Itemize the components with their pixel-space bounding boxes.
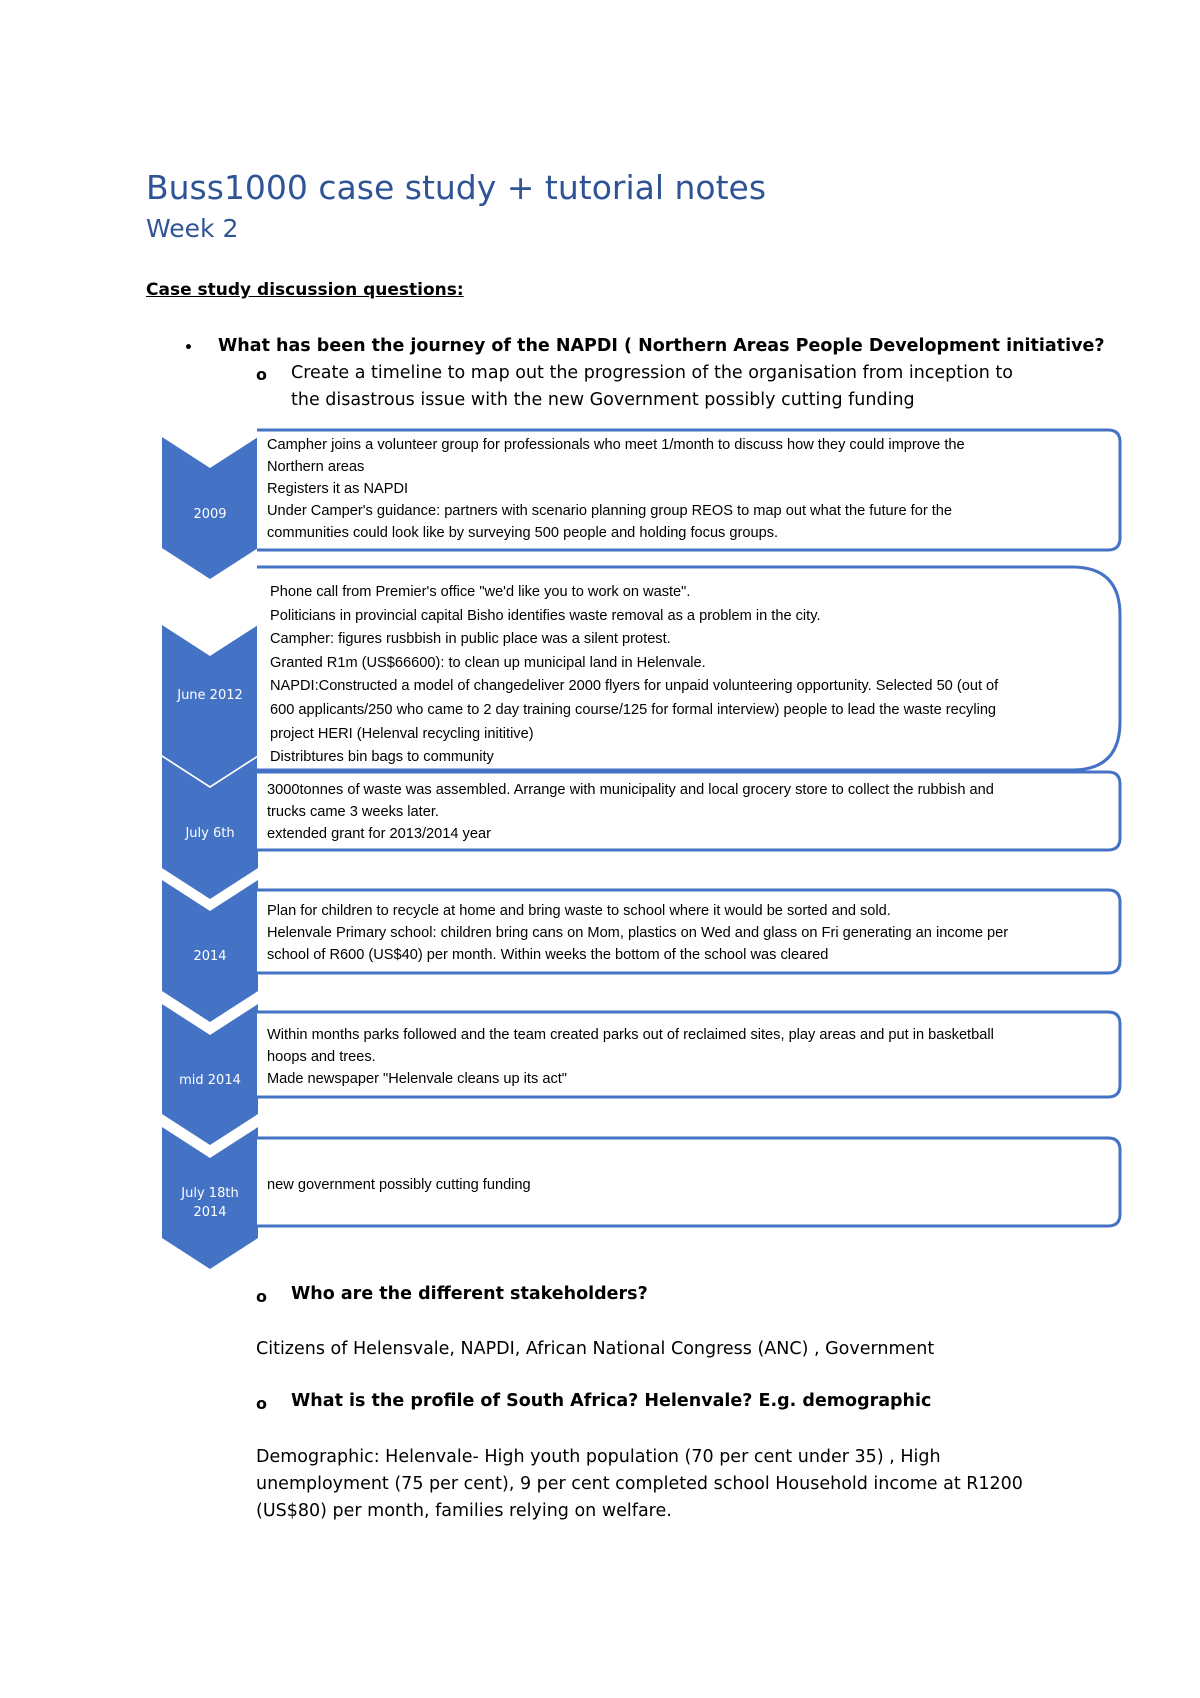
timeline-label-mid-2014: mid 2014 <box>179 1073 241 1088</box>
timeline-text-mid-2014 <box>267 1024 994 1090</box>
timeline-text-july-18th-2014 <box>267 1174 531 1196</box>
timeline-text-line: Helenvale Primary school: children bring cans on Mom, plastics on Wed and glass on Fri generating an income per <box>267 925 1009 941</box>
sub-bullet-marker: o <box>256 1394 267 1413</box>
timeline-text-line: Within months parks followed and the team created parks out of reclaimed sites, play areas and put in basketball <box>267 1027 994 1043</box>
timeline-text-2009 <box>267 434 965 544</box>
timeline-text-line: Northern areas <box>267 459 365 475</box>
question-3-answer-line-1: Demographic: Helenvale- High youth population (70 per cent under 35) , High <box>256 1447 941 1467</box>
timeline-text-line: Granted R1m (US$66600): to clean up municipal land in Helenvale. <box>270 654 706 671</box>
timeline-text-line: Registers it as NAPDI <box>267 481 409 497</box>
timeline-label-2009: 2009 <box>193 507 227 522</box>
bullet-icon: • <box>184 340 193 356</box>
timeline-label-2014: 2014 <box>193 949 227 964</box>
timeline-text-line: communities could look like by surveying 500 people and holding focus groups. <box>267 525 779 541</box>
timeline-text-line: trucks came 3 weeks later. <box>267 804 439 820</box>
question-3-answer-line-3: (US$80) per month, families relying on welfare. <box>256 1501 672 1521</box>
timeline-text-line: 3000tonnes of waste was assembled. Arrange with municipality and local grocery store to collect the rubbish and <box>267 782 994 798</box>
timeline-label-line: July 18th <box>181 1186 239 1201</box>
timeline-text-line: Politicians in provincial capital Bisho identifies waste removal as a problem in the city. <box>270 607 821 624</box>
timeline-text-line: Campher: figures rusbbish in public place was a silent protest. <box>270 631 671 648</box>
question-3-answer-line-2: unemployment (75 per cent), 9 per cent completed school Household income at R1200 <box>256 1474 1023 1494</box>
timeline-text-june-2012 <box>270 581 998 770</box>
sub-bullet-marker: o <box>256 1287 267 1306</box>
timeline-text-line: Distribtures bin bags to community <box>270 749 494 766</box>
timeline-text-line: 600 applicants/250 who came to 2 day training course/125 for formal interview) people to lead the waste recyling <box>270 701 997 718</box>
timeline-text-line: Made newspaper "Helenvale cleans up its act" <box>267 1071 567 1087</box>
question-1-subtext-line-1: Create a timeline to map out the progression of the organisation from inception to <box>291 363 1013 383</box>
timeline-text-line: NAPDI:Constructed a model of changedeliver 2000 flyers for unpaid volunteering opportunity. Selected 50 (out of <box>270 678 999 695</box>
timeline-text-line: new government possibly cutting funding <box>267 1177 531 1193</box>
question-1-subtext-line-2: the disastrous issue with the new Government possibly cutting funding <box>291 390 915 410</box>
timeline-text-line: Campher joins a volunteer group for professionals who meet 1/month to discuss how they could improve the <box>267 437 965 453</box>
timeline-chevron-june-2012 <box>162 625 258 786</box>
timeline-text-2014 <box>267 900 1008 966</box>
document-subtitle: Week 2 <box>146 214 239 243</box>
timeline-label-july-6th: July 6th <box>185 826 235 841</box>
timeline-text-line: Phone call from Premier's office "we'd like you to work on waste". <box>270 584 691 600</box>
question-2-text: Who are the different stakeholders? <box>291 1284 648 1304</box>
timeline-label-line: 2014 <box>193 1205 227 1220</box>
timeline-text-line: school of R600 (US$40) per month. Within weeks the bottom of the school was cleared <box>267 947 829 963</box>
timeline-text-line: hoops and trees. <box>267 1049 376 1065</box>
sub-bullet-marker: o <box>256 365 267 384</box>
timeline-text-line: Plan for children to recycle at home and bring waste to school where it would be sorted and sold. <box>267 903 891 919</box>
section-heading: Case study discussion questions: <box>146 280 464 300</box>
timeline-text-line: Under Camper's guidance: partners with scenario planning group REOS to map out what the future for the <box>267 503 953 519</box>
question-1-text: What has been the journey of the NAPDI ( Northern Areas People Development initiative? <box>218 336 1105 356</box>
timeline-text-july-6th <box>267 779 994 845</box>
timeline-label-june-2012: June 2012 <box>177 688 243 703</box>
timeline-text-line: project HERI (Helenval recycling inititive) <box>270 725 534 742</box>
question-2-answer: Citizens of Helensvale, NAPDI, African National Congress (ANC) , Government <box>256 1339 935 1359</box>
timeline-label-july-18th-2014 <box>162 1184 258 1222</box>
question-3-text: What is the profile of South Africa? Helenvale? E.g. demographic <box>291 1391 932 1411</box>
timeline-text-line: extended grant for 2013/2014 year <box>267 826 491 842</box>
document-title: Buss1000 case study + tutorial notes <box>146 168 767 207</box>
